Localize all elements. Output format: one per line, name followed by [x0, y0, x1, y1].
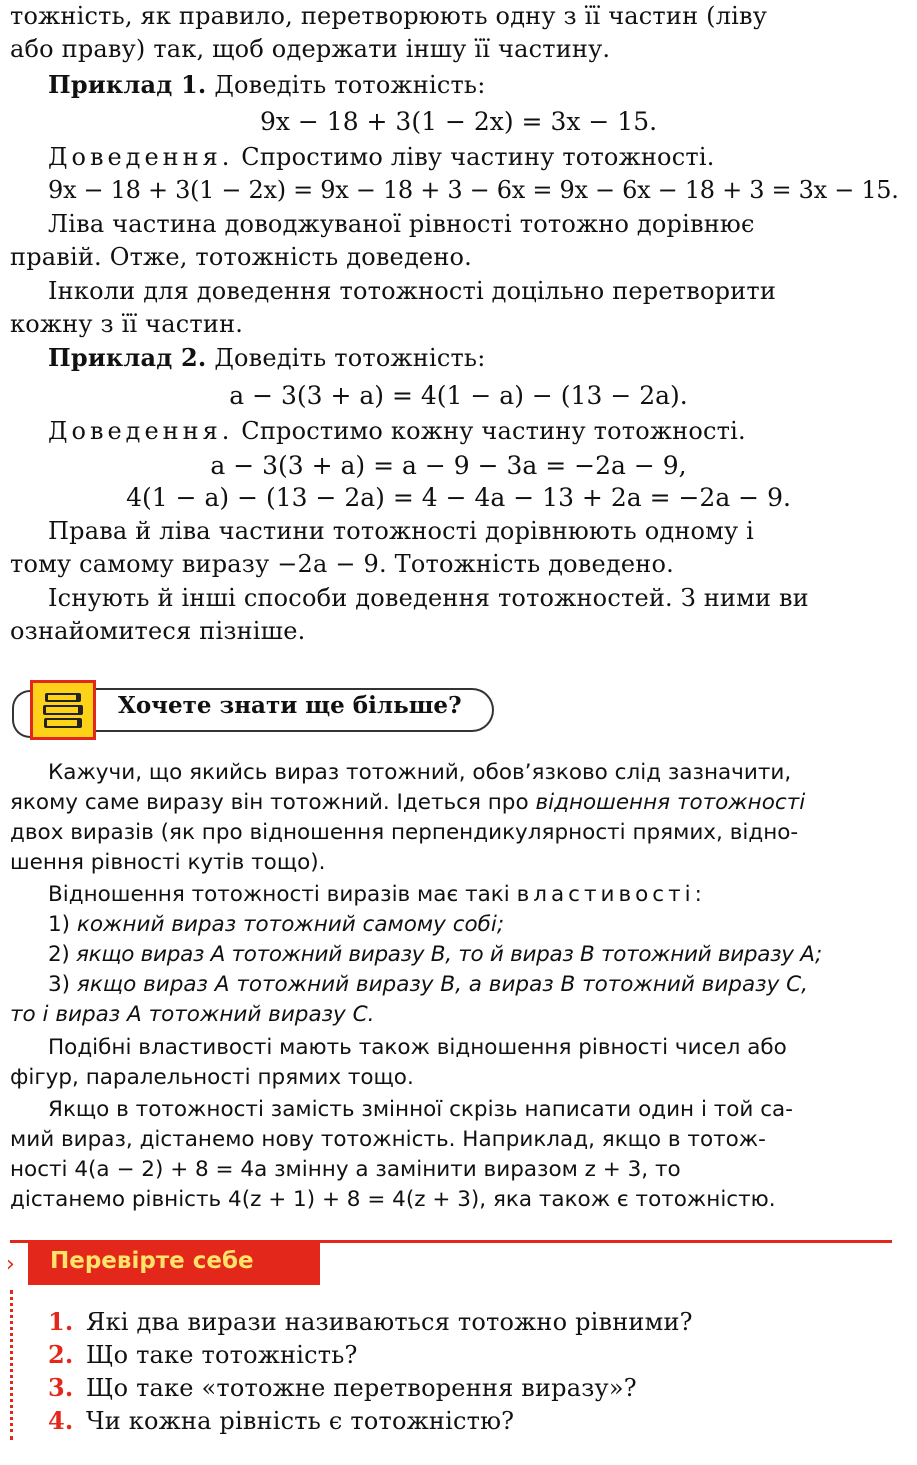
paragraph-line: ознайомитеся пізніше.: [10, 617, 306, 645]
question-item: [48, 1406, 514, 1435]
proof-1-intro: [48, 143, 715, 171]
question-text: Чи кожна рівність є тотожністю?: [86, 1407, 515, 1435]
paragraph-line: тому самому виразу −2a − 9. Тотожність доведено.: [10, 550, 674, 578]
more-paragraph-line: фігур, паралельності прямих тощо.: [10, 1065, 414, 1090]
paragraph-line: Інколи для доведення тотожності доцільно перетворити: [48, 277, 777, 305]
example-2-chain-2: 4(1 − a) − (13 − 2a) = 4 − 4a − 13 + 2a = −2a − 9.: [126, 483, 791, 512]
paragraph-line: Ліва частина доводжуваної рівності тотожно дорівнює: [48, 210, 755, 238]
more-paragraph-line: дістанемо рівність 4(z + 1) + 8 = 4(z + 3), яка також є тотожністю.: [10, 1187, 776, 1212]
question-number: 3.: [48, 1373, 74, 1402]
question-item: [48, 1373, 637, 1402]
more-paragraph-line: [48, 882, 706, 907]
example-2-equation: a − 3(3 + a) = 4(1 − a) − (13 − 2a).: [229, 381, 688, 410]
proof-label: Доведення.: [48, 143, 234, 171]
more-box-title: Хочете знати ще більше?: [118, 692, 462, 719]
text-span: Відношення тотожності виразів має такі: [48, 882, 517, 907]
more-paragraph-line: ності 4(a − 2) + 8 = 4a змінну a замінити виразом z + 3, то: [10, 1157, 681, 1182]
example-label: Приклад 1.: [48, 70, 207, 99]
paragraph-line: Існують й інші способи доведення тотожностей. З ними ви: [48, 584, 809, 612]
example-label: Приклад 2.: [48, 343, 207, 372]
question-number: 1.: [48, 1307, 74, 1336]
paragraph-line: Права й ліва частини тотожності дорівнюють одному і: [48, 517, 755, 545]
proof-text: Спростимо ліву частину тотожності.: [241, 143, 715, 171]
question-text: Які два вирази називаються тотожно рівними?: [86, 1308, 693, 1336]
example-1-equation: 9x − 18 + 3(1 − 2x) = 3x − 15.: [259, 107, 658, 136]
property-2: [48, 942, 822, 967]
question-item: [48, 1307, 693, 1336]
paragraph-line: тожність, як правило, перетворюють одну з її частин (ліву: [10, 2, 768, 30]
property-3-cont: то і вираз A тотожний виразу C.: [10, 1002, 375, 1027]
proof-2-intro: [48, 417, 746, 445]
property-text: кожний вираз тотожний самому собі;: [76, 912, 505, 937]
more-paragraph-line: мий вираз, дістанемо нову тотожність. Наприклад, якщо в тотож-: [10, 1127, 766, 1152]
property-1: [48, 912, 504, 937]
example-2-chain-1: a − 3(3 + a) = a − 9 − 3a = −2a − 9,: [210, 451, 687, 480]
more-paragraph-line: Якщо в тотожності замість змінної скрізь написати один і той са-: [48, 1097, 793, 1122]
property-text: якщо вираз A тотожний виразу B, а вираз B тотожний виразу C,: [76, 972, 808, 997]
text-span: якому саме виразу він тотожний. Ідеться про: [10, 790, 536, 815]
example-1-chain: 9x − 18 + 3(1 − 2x) = 9x − 18 + 3 − 6x = 9x − 6x − 18 + 3 = 3x − 15.: [48, 176, 899, 204]
property-text: якщо вираз A тотожний виразу B, то й вираз B тотожний виразу A;: [76, 942, 822, 967]
question-text: Що таке тотожність?: [86, 1341, 358, 1369]
proof-label: Доведення.: [48, 417, 234, 445]
check-section-title: Перевірте себе: [50, 1248, 254, 1274]
proof-text: Спростимо кожну частину тотожності.: [241, 417, 746, 445]
more-paragraph-line: Подібні властивості мають також відношення рівності чисел або: [48, 1035, 787, 1060]
question-number: 4.: [48, 1406, 74, 1435]
properties-term: властивості:: [516, 882, 706, 907]
more-paragraph-line: шення рівності кутів тощо).: [10, 850, 326, 875]
arrow-icon: ›: [6, 1252, 15, 1277]
example-1-heading: [48, 70, 486, 99]
example-prompt: Доведіть тотожність:: [214, 71, 486, 99]
question-text: Що таке «тотожне перетворення виразу»?: [86, 1374, 637, 1402]
question-item: [48, 1340, 358, 1369]
more-paragraph-line: [10, 790, 805, 815]
property-number: 2): [48, 942, 77, 967]
example-2-heading: [48, 343, 486, 372]
example-prompt: Доведіть тотожність:: [214, 344, 486, 372]
question-number: 2.: [48, 1340, 74, 1369]
dotted-margin-line: [10, 1290, 13, 1440]
more-paragraph-line: Кажучи, що якийсь вираз тотожний, обов’язково слід зазначити,: [48, 760, 792, 785]
property-number: 3): [48, 972, 77, 997]
paragraph-line: кожну з її частин.: [10, 310, 244, 338]
more-paragraph-line: двох виразів (як про відношення перпендикулярності прямих, відно-: [10, 820, 799, 845]
emphasis-term: відношення тотожності: [535, 790, 806, 815]
books-icon: [30, 680, 96, 740]
property-3: [48, 972, 808, 997]
property-number: 1): [48, 912, 77, 937]
paragraph-line: або праву) так, щоб одержати іншу її частину.: [10, 35, 611, 63]
paragraph-line: правій. Отже, тотожність доведено.: [10, 243, 473, 271]
